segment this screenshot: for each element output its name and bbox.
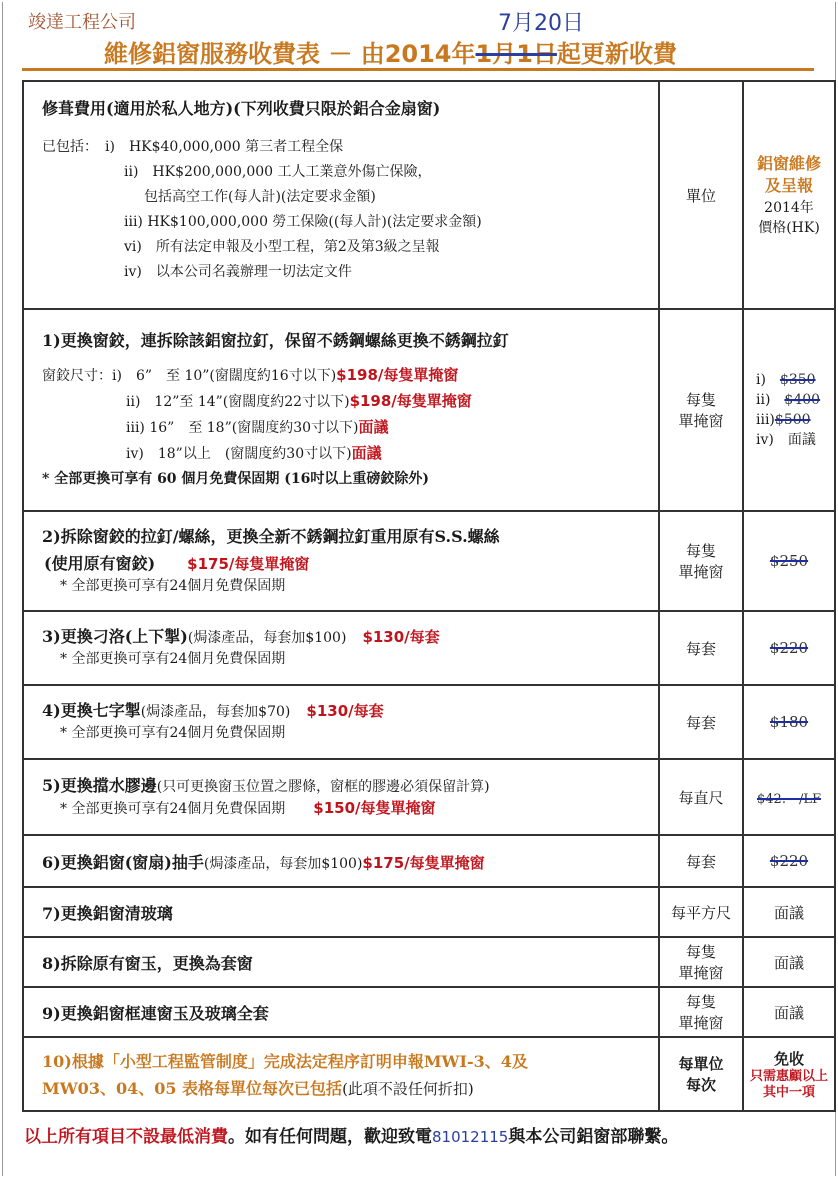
warranty-note: * 全部更換可享有24個月免費保固期: [60, 800, 286, 817]
list-item: iii) 16” 至 18”(窗闊度約30寸以下)面議: [126, 418, 389, 436]
price-header: 鋁窗維修 及呈報 2014年 價格(HK): [743, 81, 835, 309]
list-item: iii) HK$100,000,000 勞工保險((每人計)(法定要求金額): [124, 214, 482, 230]
row2-price: $250: [743, 511, 835, 611]
row6-desc: 6)更換鋁窗(窗扇)抽手(焗漆產品，每套加$100)$175/每隻單掩窗: [23, 835, 659, 887]
company-name: 竣達工程公司: [28, 12, 136, 33]
row5-desc: 5)更換擋水膠邊(只可更換窗玉位置之膠條，窗框的膠邊必須保留計算) * 全部更換可享有24個月免費保固期 $150/每隻單掩窗: [23, 759, 659, 835]
table-row-2: [23, 511, 835, 611]
row5-unit: 每直尺: [659, 759, 743, 835]
row8-unit: 每隻 單掩窗: [659, 937, 743, 987]
row8-desc: 8)拆除原有窗玉，更換為套窗: [23, 937, 659, 987]
row8-price: 面議: [743, 937, 835, 987]
table-row-intro: [23, 81, 835, 309]
warranty-note: * 全部更換可享有24個月免費保固期: [60, 651, 286, 667]
table-row-5: [23, 759, 835, 835]
unit-header: 單位: [659, 81, 743, 309]
table-row-10: [23, 1037, 835, 1111]
row10-price: 免收 只需惠顧以上 其中一項: [743, 1037, 835, 1111]
list-item: ii) HK$200,000,000 工人工業意外傷亡保險，: [124, 164, 432, 180]
intro-heading: 修葺費用(適用於私人地方)(下列收費只限於鋁合金扇窗): [42, 99, 441, 118]
row2-unit: 每隻 單掩窗: [659, 511, 743, 611]
list-item: ii) $400: [756, 392, 821, 408]
price-table: [22, 80, 836, 1112]
row1-unit: 每隻 單掩窗: [659, 309, 743, 511]
row7-price: 面議: [743, 887, 835, 937]
hinge-size-list: [42, 363, 658, 492]
warranty-note: * 全部更換可享有 60 個月免費保固期 (16吋以上重磅鉸除外): [42, 471, 430, 487]
footer-note: 以上所有項目不設最低消費。如有任何問題，歡迎致電81012115與本公司鋁窗部聯繫。: [24, 1127, 679, 1147]
row3-unit: 每套: [659, 611, 743, 685]
warranty-note: * 全部更換可享有24個月免費保固期: [60, 725, 286, 741]
handwritten-date: 7月20日: [498, 11, 584, 36]
table-row-6: [23, 835, 835, 887]
table-row-8: [23, 937, 835, 987]
row1-desc: 1)更換窗鉸，連拆除該鋁窗拉釘，保留不銹鋼螺絲更換不銹鋼拉釘 窗鉸尺寸：i) 6” 至 10”(窗闊度約16寸以下)$198/每隻單掩窗 ii) 12”至 14”(窗闊度約22寸以下)$198/每隻單掩窗 iii) 16” 至 18”(窗闊度約30寸以下)面議 iv) 18”以上 (窗闊度約30寸以下)面議 * 全部更換可享有 60 個月免費保固期 (16吋以上重磅鉸除外): [23, 309, 659, 511]
table-row-7: [23, 887, 835, 937]
row2-desc: 2)拆除窗鉸的拉釘/螺絲，更換全新不銹鋼拉釘重用原有S.S.螺絲 (使用原有窗鉸) $175/每隻單掩窗 * 全部更換可享有24個月免費保固期: [23, 511, 659, 611]
row7-unit: 每平方尺: [659, 887, 743, 937]
row4-unit: 每套: [659, 685, 743, 759]
table-row-9: [23, 987, 835, 1037]
list-item: ii) 12”至 14”(窗闊度約22寸以下)$198/每隻單掩窗: [126, 392, 472, 410]
list-item: 包括高空工作(每人計)(法定要求金額): [144, 189, 376, 205]
title-prefix: 維修鋁窗服務收費表 － 由2014年: [104, 40, 476, 68]
included-label: 已包括：: [42, 139, 91, 155]
list-item: iv) 18”以上 (窗闊度約30寸以下)面議: [126, 444, 382, 462]
phone-number: 81012115: [432, 1128, 509, 1146]
warranty-note: * 全部更換可享有24個月免費保固期: [60, 577, 286, 594]
row7-desc: 7)更換鋁窗清玻璃: [23, 887, 659, 937]
list-item: iv) 面議: [756, 432, 816, 448]
row9-desc: 9)更換鋁窗框連窗玉及玻璃全套: [23, 987, 659, 1037]
title-struck-date: 1月1日: [475, 40, 557, 68]
table-row-1: [23, 309, 835, 511]
row4-price: $180: [743, 685, 835, 759]
included-list: [42, 135, 658, 285]
list-item: i) $350: [756, 372, 816, 388]
row3-price: $220: [743, 611, 835, 685]
page-title: [104, 34, 677, 69]
row9-unit: 每隻 單掩窗: [659, 987, 743, 1037]
table-row-3: [23, 611, 835, 685]
row10-desc: 10)根據「小型工程監管制度」完成法定程序訂明申報MWI-3、4及 MW03、04、05 表格每單位每次已包括(此項不設任何折扣): [23, 1037, 659, 1111]
row5-price: $42. /LF: [743, 759, 835, 835]
title-underline: [22, 68, 814, 71]
title-suffix: 起更新收費: [556, 40, 677, 68]
row6-unit: 每套: [659, 835, 743, 887]
row10-unit: 每單位 每次: [659, 1037, 743, 1111]
row4-desc: 4)更換七字掣(焗漆產品，每套加$70) $130/每套 * 全部更換可享有24個月免費保固期: [23, 685, 659, 759]
table-row-4: [23, 685, 835, 759]
list-item: iv) 以本公司名義辦理一切法定文件: [124, 264, 352, 280]
list-item: vi) 所有法定申報及小型工程，第2及第3級之呈報: [124, 239, 440, 255]
row6-price: $220: [743, 835, 835, 887]
list-item: 已包括： i) HK$40,000,000 第三者工程全保: [42, 139, 344, 155]
intro-cell: [23, 81, 659, 309]
list-item: iii)$500: [756, 412, 811, 428]
row3-desc: 3)更換刁洛(上下掣)(焗漆產品，每套加$100) $130/每套 * 全部更換可享有24個月免費保固期: [23, 611, 659, 685]
list-item: 窗鉸尺寸：i) 6” 至 10”(窗闊度約16寸以下)$198/每隻單掩窗: [42, 366, 459, 384]
row9-price: 面議: [743, 987, 835, 1037]
row1-price: [743, 309, 835, 511]
